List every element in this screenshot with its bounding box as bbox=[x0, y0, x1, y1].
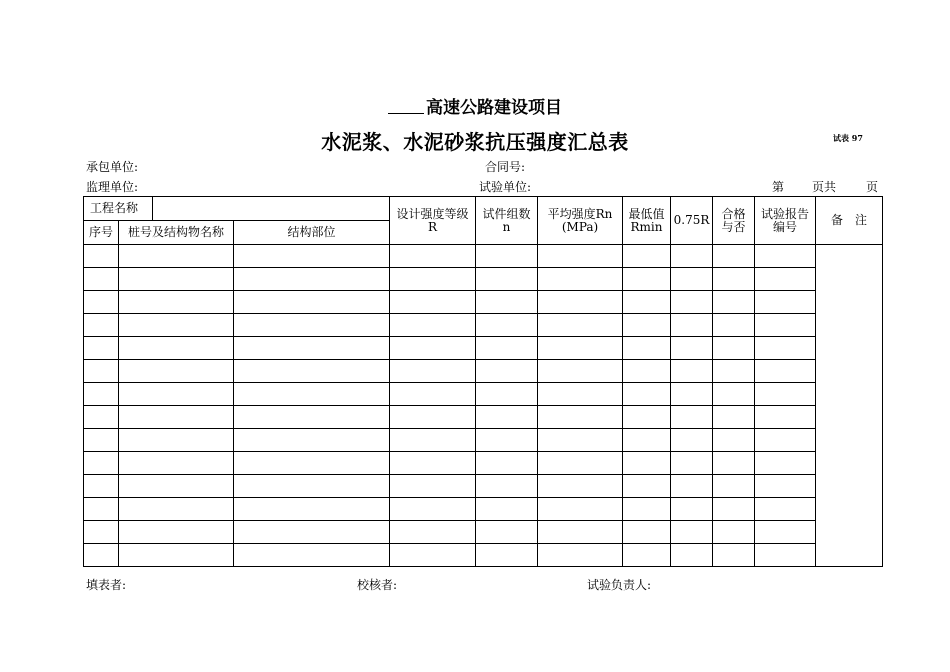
table-cell[interactable] bbox=[390, 383, 476, 406]
table-cell[interactable] bbox=[713, 475, 755, 498]
table-cell[interactable] bbox=[390, 429, 476, 452]
table-cell[interactable] bbox=[713, 544, 755, 567]
table-row bbox=[84, 337, 883, 360]
table-cell[interactable] bbox=[84, 521, 119, 544]
table-cell[interactable] bbox=[119, 498, 234, 521]
table-cell[interactable] bbox=[538, 291, 623, 314]
table-cell[interactable] bbox=[623, 360, 671, 383]
col-station: 桩号及结构物名称 bbox=[119, 221, 234, 245]
table-cell[interactable] bbox=[390, 360, 476, 383]
table-cell[interactable] bbox=[671, 498, 713, 521]
table-cell[interactable] bbox=[671, 521, 713, 544]
table-cell[interactable] bbox=[713, 314, 755, 337]
table-cell[interactable] bbox=[755, 268, 816, 291]
table-cell[interactable] bbox=[713, 291, 755, 314]
table-cell[interactable] bbox=[671, 544, 713, 567]
table-cell[interactable] bbox=[671, 383, 713, 406]
table-cell[interactable] bbox=[390, 544, 476, 567]
table-cell[interactable] bbox=[84, 429, 119, 452]
table-cell[interactable] bbox=[476, 291, 538, 314]
table-cell[interactable] bbox=[538, 360, 623, 383]
table-cell[interactable] bbox=[234, 498, 390, 521]
table-cell[interactable] bbox=[84, 406, 119, 429]
table-cell[interactable] bbox=[390, 452, 476, 475]
table-cell[interactable] bbox=[755, 498, 816, 521]
table-cell[interactable] bbox=[476, 360, 538, 383]
table-cell[interactable] bbox=[538, 383, 623, 406]
table-cell[interactable] bbox=[119, 314, 234, 337]
form-title: 水泥浆、水泥砂浆抗压强度汇总表 bbox=[321, 130, 629, 154]
table-cell[interactable] bbox=[538, 268, 623, 291]
table-cell[interactable] bbox=[84, 337, 119, 360]
table-row bbox=[84, 498, 883, 521]
table-cell[interactable] bbox=[713, 429, 755, 452]
table-cell[interactable] bbox=[476, 498, 538, 521]
table-cell[interactable] bbox=[234, 452, 390, 475]
table-cell[interactable] bbox=[84, 360, 119, 383]
table-cell[interactable] bbox=[671, 429, 713, 452]
table-cell[interactable] bbox=[538, 245, 623, 268]
table-cell[interactable] bbox=[538, 314, 623, 337]
table-cell[interactable] bbox=[755, 452, 816, 475]
form-number: 试表 97 bbox=[833, 133, 863, 143]
col-design-grade: 设计强度等级 R bbox=[390, 197, 476, 245]
table-cell[interactable] bbox=[234, 475, 390, 498]
table-cell[interactable] bbox=[119, 291, 234, 314]
table-row bbox=[84, 245, 883, 268]
table-cell[interactable] bbox=[476, 475, 538, 498]
table-cell[interactable] bbox=[234, 337, 390, 360]
page-of-label: 页共 bbox=[812, 180, 837, 194]
table-row bbox=[84, 544, 883, 567]
table-cell[interactable] bbox=[755, 475, 816, 498]
table-cell[interactable] bbox=[713, 245, 755, 268]
table-cell[interactable] bbox=[671, 475, 713, 498]
table-cell[interactable] bbox=[755, 314, 816, 337]
table-row bbox=[84, 475, 883, 498]
remark-cell[interactable] bbox=[816, 245, 883, 567]
col-groups: 试件组数 n bbox=[476, 197, 538, 245]
table-row bbox=[84, 291, 883, 314]
table-cell[interactable] bbox=[390, 314, 476, 337]
table-row bbox=[84, 429, 883, 452]
summary-table bbox=[83, 196, 883, 567]
project-name-cell[interactable] bbox=[153, 197, 390, 221]
contract-no-label: 合同号: bbox=[485, 160, 526, 174]
table-cell[interactable] bbox=[234, 406, 390, 429]
table-cell[interactable] bbox=[234, 383, 390, 406]
table-cell[interactable] bbox=[671, 406, 713, 429]
col-min: 最低值 Rmin bbox=[623, 197, 671, 245]
table-cell[interactable] bbox=[713, 521, 755, 544]
table-cell[interactable] bbox=[538, 406, 623, 429]
table-cell[interactable] bbox=[119, 452, 234, 475]
col-part: 结构部位 bbox=[234, 221, 390, 245]
table-cell[interactable] bbox=[623, 337, 671, 360]
table-cell[interactable] bbox=[476, 406, 538, 429]
table-cell[interactable] bbox=[84, 383, 119, 406]
table-cell[interactable] bbox=[671, 245, 713, 268]
table-cell[interactable] bbox=[755, 406, 816, 429]
table-cell[interactable] bbox=[755, 521, 816, 544]
table-cell[interactable] bbox=[538, 429, 623, 452]
table-cell[interactable] bbox=[476, 337, 538, 360]
table-cell[interactable] bbox=[755, 337, 816, 360]
table-cell[interactable] bbox=[390, 521, 476, 544]
checker-label: 校核者: bbox=[357, 578, 398, 592]
table-row bbox=[84, 383, 883, 406]
table-cell[interactable] bbox=[623, 383, 671, 406]
test-unit-label: 试验单位: bbox=[479, 180, 532, 194]
table-cell[interactable] bbox=[84, 475, 119, 498]
table-cell[interactable] bbox=[390, 245, 476, 268]
table-cell[interactable] bbox=[755, 245, 816, 268]
table-cell[interactable] bbox=[538, 544, 623, 567]
table-cell[interactable] bbox=[84, 291, 119, 314]
page-end-label: 页 bbox=[866, 180, 879, 194]
table-cell[interactable] bbox=[713, 268, 755, 291]
project-title: 高速公路建设项目 bbox=[0, 93, 950, 118]
table-cell[interactable] bbox=[671, 314, 713, 337]
table-cell[interactable] bbox=[390, 406, 476, 429]
col-pass: 合格 与否 bbox=[713, 197, 755, 245]
table-cell[interactable] bbox=[476, 314, 538, 337]
col-ratio: 0.75R bbox=[671, 197, 713, 245]
table-cell[interactable] bbox=[476, 521, 538, 544]
lab-head-label: 试验负责人: bbox=[587, 578, 652, 592]
table-cell[interactable] bbox=[234, 360, 390, 383]
table-cell[interactable] bbox=[119, 406, 234, 429]
project-name-label: 工程名称 bbox=[84, 197, 153, 221]
table-cell[interactable] bbox=[476, 429, 538, 452]
table-cell[interactable] bbox=[84, 452, 119, 475]
table-cell[interactable] bbox=[623, 268, 671, 291]
table-cell[interactable] bbox=[119, 544, 234, 567]
table-cell[interactable] bbox=[755, 360, 816, 383]
table-row bbox=[84, 268, 883, 291]
table-cell[interactable] bbox=[84, 245, 119, 268]
table-cell[interactable] bbox=[234, 314, 390, 337]
table-cell[interactable] bbox=[476, 452, 538, 475]
table-cell[interactable] bbox=[671, 268, 713, 291]
col-seq: 序号 bbox=[84, 221, 119, 245]
table-cell[interactable] bbox=[119, 360, 234, 383]
table-cell[interactable] bbox=[234, 544, 390, 567]
table-cell[interactable] bbox=[234, 291, 390, 314]
table-row bbox=[84, 521, 883, 544]
table-cell[interactable] bbox=[538, 521, 623, 544]
page-no-label: 第 bbox=[772, 180, 785, 194]
table-cell[interactable] bbox=[623, 245, 671, 268]
table-cell[interactable] bbox=[119, 475, 234, 498]
table-cell[interactable] bbox=[84, 268, 119, 291]
table-cell[interactable] bbox=[119, 383, 234, 406]
table-cell[interactable] bbox=[671, 360, 713, 383]
table-cell[interactable] bbox=[476, 544, 538, 567]
col-remark: 备 注 bbox=[816, 197, 883, 245]
table-cell[interactable] bbox=[623, 544, 671, 567]
table-cell[interactable] bbox=[84, 498, 119, 521]
table-row bbox=[84, 314, 883, 337]
table-cell[interactable] bbox=[476, 245, 538, 268]
table-cell[interactable] bbox=[755, 429, 816, 452]
table-cell[interactable] bbox=[119, 429, 234, 452]
table-cell[interactable] bbox=[623, 475, 671, 498]
table-cell[interactable] bbox=[671, 452, 713, 475]
table-cell[interactable] bbox=[623, 314, 671, 337]
table-cell[interactable] bbox=[713, 498, 755, 521]
table-cell[interactable] bbox=[713, 452, 755, 475]
table-cell[interactable] bbox=[538, 337, 623, 360]
col-report: 试验报告 编号 bbox=[755, 197, 816, 245]
table-row bbox=[84, 406, 883, 429]
table-cell[interactable] bbox=[234, 268, 390, 291]
filler-label: 填表者: bbox=[86, 578, 127, 592]
table-cell[interactable] bbox=[671, 337, 713, 360]
table-cell[interactable] bbox=[755, 291, 816, 314]
table-row bbox=[84, 452, 883, 475]
table-cell[interactable] bbox=[713, 383, 755, 406]
project-name-blank bbox=[388, 99, 424, 114]
table-cell[interactable] bbox=[755, 544, 816, 567]
table-cell[interactable] bbox=[713, 360, 755, 383]
contractor-label: 承包单位: bbox=[86, 160, 139, 174]
table-cell[interactable] bbox=[671, 291, 713, 314]
table-cell[interactable] bbox=[390, 268, 476, 291]
table-cell[interactable] bbox=[538, 452, 623, 475]
table-cell[interactable] bbox=[623, 498, 671, 521]
table-cell[interactable] bbox=[234, 429, 390, 452]
table-cell[interactable] bbox=[234, 245, 390, 268]
table-cell[interactable] bbox=[119, 245, 234, 268]
table-cell[interactable] bbox=[84, 544, 119, 567]
table-cell[interactable] bbox=[623, 452, 671, 475]
table-cell[interactable] bbox=[713, 406, 755, 429]
table-cell[interactable] bbox=[476, 383, 538, 406]
table-cell[interactable] bbox=[623, 291, 671, 314]
col-average: 平均强度Rn (MPa) bbox=[538, 197, 623, 245]
table-cell[interactable] bbox=[119, 337, 234, 360]
table-cell[interactable] bbox=[234, 521, 390, 544]
table-cell[interactable] bbox=[623, 406, 671, 429]
table-cell[interactable] bbox=[84, 314, 119, 337]
table-cell[interactable] bbox=[476, 268, 538, 291]
table-cell[interactable] bbox=[119, 521, 234, 544]
table-cell[interactable] bbox=[390, 337, 476, 360]
table-cell[interactable] bbox=[623, 521, 671, 544]
table-cell[interactable] bbox=[390, 291, 476, 314]
table-cell[interactable] bbox=[390, 475, 476, 498]
table-row bbox=[84, 360, 883, 383]
table-cell[interactable] bbox=[713, 337, 755, 360]
table-cell[interactable] bbox=[755, 383, 816, 406]
supervisor-label: 监理单位: bbox=[86, 180, 139, 194]
table-cell[interactable] bbox=[623, 429, 671, 452]
table-cell[interactable] bbox=[119, 268, 234, 291]
table-cell[interactable] bbox=[538, 475, 623, 498]
table-cell[interactable] bbox=[538, 498, 623, 521]
table-cell[interactable] bbox=[390, 498, 476, 521]
